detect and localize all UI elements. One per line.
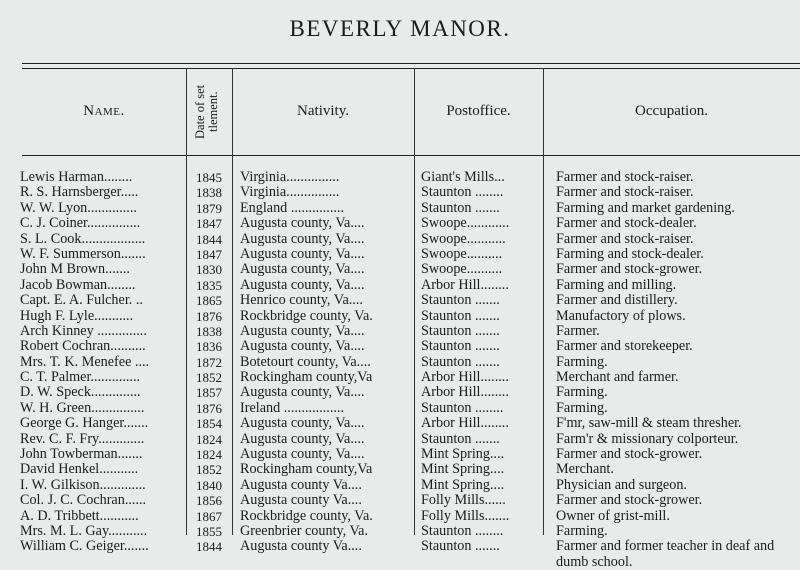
cell-occupation: Farmer and stock-dealer. (556, 215, 697, 232)
cell-name: John M Brown....... (20, 262, 130, 278)
cell-name: William C. Geiger....... (20, 539, 149, 555)
cell-nativity: Augusta county, Va.... (240, 262, 365, 278)
cell-nativity: Rockbridge county, Va. (240, 308, 373, 324)
cell-name: David Henkel........... (20, 462, 139, 478)
cell-date: 1824 (196, 447, 222, 463)
cell-date: 1838 (196, 323, 222, 339)
table-row (0, 247, 800, 262)
cell-name: W. H. Green............... (20, 400, 145, 416)
cell-date: 1854 (196, 416, 222, 432)
table-row (0, 355, 800, 370)
cell-occupation: Farming and stock-dealer. (556, 245, 704, 262)
cell-postoffice: Arbor Hill........ (421, 277, 509, 293)
column-header-name: Name. (83, 103, 125, 119)
cell-nativity: England ............... (240, 200, 345, 216)
table-row (0, 232, 800, 247)
cell-date: 1844 (196, 539, 222, 555)
cell-date: 1835 (196, 277, 222, 293)
cell-name: Lewis Harman........ (20, 170, 133, 185)
cell-name: D. W. Speck.............. (20, 385, 141, 401)
cell-postoffice: Swoope.......... (421, 262, 503, 278)
cell-postoffice: Staunton ........ (421, 185, 504, 201)
cell-nativity: Augusta county, Va.... (240, 385, 365, 401)
cell-occupation: Farming. (556, 522, 608, 539)
cell-nativity: Augusta county, Va.... (240, 277, 365, 293)
cell-name: C. T. Palmer.............. (20, 370, 141, 386)
cell-occupation: Farmer and stock-grower. (556, 446, 703, 463)
cell-postoffice: Staunton ....... (421, 431, 500, 447)
cell-name: Mrs. T. K. Menefee .... (20, 354, 150, 370)
cell-date: 1847 (196, 216, 222, 232)
table-row (0, 185, 800, 200)
cell-nativity: Rockbridge county, Va. (240, 508, 373, 524)
cell-occupation: Merchant. (556, 461, 614, 478)
table-row (0, 216, 800, 231)
cell-date: 1872 (196, 354, 222, 370)
table-row (0, 339, 800, 354)
cell-postoffice: Swoope........... (421, 231, 506, 247)
header-top-rule (22, 63, 800, 64)
table-row (0, 493, 800, 508)
table-row (0, 524, 800, 539)
table-row (0, 416, 800, 431)
cell-nativity: Botetourt county, Va.... (240, 354, 371, 370)
cell-nativity: Augusta county Va.... (240, 493, 362, 509)
cell-name: Col. J. C. Cochran...... (20, 493, 147, 509)
cell-postoffice: Staunton ....... (421, 539, 500, 555)
cell-postoffice: Staunton ....... (421, 339, 500, 355)
table-row (0, 170, 800, 185)
cell-nativity: Greenbrier county, Va. (240, 523, 369, 539)
cell-postoffice: Swoope............ (421, 216, 510, 232)
cell-occupation: Owner of grist-mill. (556, 507, 670, 524)
cell-date: 1865 (196, 293, 222, 309)
cell-occupation: Farming. (556, 353, 608, 370)
cell-date: 1830 (196, 262, 222, 278)
cell-postoffice: Staunton ........ (421, 523, 504, 539)
table-row (0, 401, 800, 416)
cell-nativity: Augusta county, Va.... (240, 339, 365, 355)
cell-date: 1852 (196, 370, 222, 386)
cell-occupation: Farming and milling. (556, 276, 677, 293)
cell-date: 1855 (196, 523, 222, 539)
cell-name: Jacob Bowman........ (20, 277, 136, 293)
cell-postoffice: Giant's Mills... (421, 170, 505, 185)
cell-date: 1879 (196, 200, 222, 216)
cell-postoffice: Staunton ....... (421, 293, 500, 309)
cell-name: C. J. Coiner............... (20, 216, 141, 232)
cell-date: 1824 (196, 431, 222, 447)
cell-postoffice: Arbor Hill........ (421, 370, 509, 386)
cell-postoffice: Staunton ........ (421, 400, 504, 416)
table-row (0, 432, 800, 447)
column-header-date (186, 68, 232, 155)
cell-postoffice: Folly Mills...... (421, 493, 506, 509)
table-row (0, 447, 800, 462)
cell-postoffice: Mint Spring.... (421, 477, 505, 493)
cell-occupation: Physician and surgeon. (556, 476, 687, 493)
cell-date: 1867 (196, 508, 222, 524)
cell-nativity: Augusta county Va.... (240, 477, 362, 493)
cell-name: Arch Kinney .............. (20, 323, 147, 339)
cell-occupation: Manufactory of plows. (556, 307, 686, 324)
cell-nativity: Augusta county, Va.... (240, 246, 365, 262)
cell-occupation: Farm'r & missionary colporteur. (556, 430, 739, 447)
cell-postoffice: Arbor Hill........ (421, 416, 509, 432)
cell-postoffice: Swoope.......... (421, 246, 503, 262)
cell-nativity: Augusta county Va.... (240, 539, 362, 555)
cell-occupation: Farming. (556, 384, 608, 401)
cell-name: George G. Hanger....... (20, 416, 149, 432)
page-title: BEVERLY MANOR. (289, 16, 511, 41)
cell-date: 1847 (196, 246, 222, 262)
column-header-date-label: Date of set tlement. (193, 84, 220, 139)
cell-name: S. L. Cook.................. (20, 231, 146, 247)
cell-occupation: Farming. (556, 399, 608, 416)
cell-date: 1876 (196, 308, 222, 324)
cell-nativity: Ireland ................. (240, 400, 345, 416)
cell-date: 1844 (196, 231, 222, 247)
cell-name: Rev. C. F. Fry............. (20, 431, 145, 447)
table-row (0, 324, 800, 339)
table-row (0, 278, 800, 293)
header-bottom-rule (22, 155, 800, 156)
cell-postoffice: Staunton ....... (421, 354, 500, 370)
cell-nativity: Rockingham county,Va (240, 370, 373, 386)
cell-occupation: Farmer and stock-grower. (556, 492, 703, 509)
cell-nativity: Augusta county, Va.... (240, 416, 365, 432)
table-row (0, 293, 800, 308)
cell-occupation: F'mr, saw-mill & steam thresher. (556, 415, 742, 432)
cell-name: John Towberman....... (20, 447, 143, 463)
table-row (0, 262, 800, 277)
cell-postoffice: Folly Mills....... (421, 508, 510, 524)
cell-name: W. F. Summerson....... (20, 246, 146, 262)
cell-postoffice: Staunton ....... (421, 200, 500, 216)
cell-occupation: Farmer and stock-raiser. (556, 230, 694, 247)
table-row (0, 370, 800, 385)
cell-name: Capt. E. A. Fulcher. .. (20, 293, 143, 309)
cell-date: 1845 (196, 170, 222, 185)
cell-name: I. W. Gilkison............. (20, 477, 146, 493)
cell-date: 1840 (196, 477, 222, 493)
table-row (0, 309, 800, 324)
table-row (0, 462, 800, 477)
cell-nativity: Augusta county, Va.... (240, 431, 365, 447)
cell-name: Hugh F. Lyle........... (20, 308, 134, 324)
cell-name: A. D. Tribbett........... (20, 508, 139, 524)
cell-occupation: Farmer. (556, 322, 600, 339)
cell-nativity: Rockingham county,Va (240, 462, 373, 478)
table-row (0, 201, 800, 216)
cell-name: W. W. Lyon.............. (20, 200, 137, 216)
cell-date: 1836 (196, 339, 222, 355)
cell-postoffice: Staunton ....... (421, 323, 500, 339)
cell-occupation: Farming and market gardening. (556, 199, 735, 216)
cell-occupation: Farmer and storekeeper. (556, 338, 693, 355)
cell-nativity: Virginia............... (240, 170, 340, 185)
cell-date: 1852 (196, 462, 222, 478)
table-row (0, 478, 800, 493)
cell-nativity: Henrico county, Va.... (240, 293, 363, 309)
table-row (0, 509, 800, 524)
cell-date: 1857 (196, 385, 222, 401)
cell-postoffice: Staunton ....... (421, 308, 500, 324)
cell-nativity: Augusta county, Va.... (240, 216, 365, 232)
cell-occupation: Farmer and former teacher in deaf and dumb school. (556, 538, 775, 570)
cell-postoffice: Mint Spring.... (421, 447, 505, 463)
cell-occupation: Merchant and farmer. (556, 369, 679, 386)
cell-nativity: Virginia............... (240, 185, 340, 201)
cell-postoffice: Arbor Hill........ (421, 385, 509, 401)
cell-nativity: Augusta county, Va.... (240, 231, 365, 247)
cell-nativity: Augusta county, Va.... (240, 323, 365, 339)
column-header-occupation: Occupation. (635, 103, 708, 119)
cell-postoffice: Mint Spring.... (421, 462, 505, 478)
cell-date: 1876 (196, 400, 222, 416)
cell-occupation: Farmer and distillery. (556, 292, 678, 309)
column-header-postoffice: Postoffice. (446, 103, 511, 119)
cell-occupation: Farmer and stock-grower. (556, 261, 703, 278)
cell-name: Mrs. M. L. Gay........... (20, 523, 148, 539)
cell-date: 1856 (196, 493, 222, 509)
cell-nativity: Augusta county, Va.... (240, 447, 365, 463)
cell-name: R. S. Harnsberger..... (20, 185, 139, 201)
cell-date: 1838 (196, 185, 222, 201)
table-body (0, 170, 800, 569)
cell-occupation: Farmer and stock-raiser. (556, 169, 694, 185)
column-header-nativity: Nativity. (297, 103, 349, 119)
cell-occupation: Farmer and stock-raiser. (556, 184, 694, 201)
table-row (0, 539, 800, 569)
cell-name: Robert Cochran.......... (20, 339, 146, 355)
table-row (0, 385, 800, 400)
